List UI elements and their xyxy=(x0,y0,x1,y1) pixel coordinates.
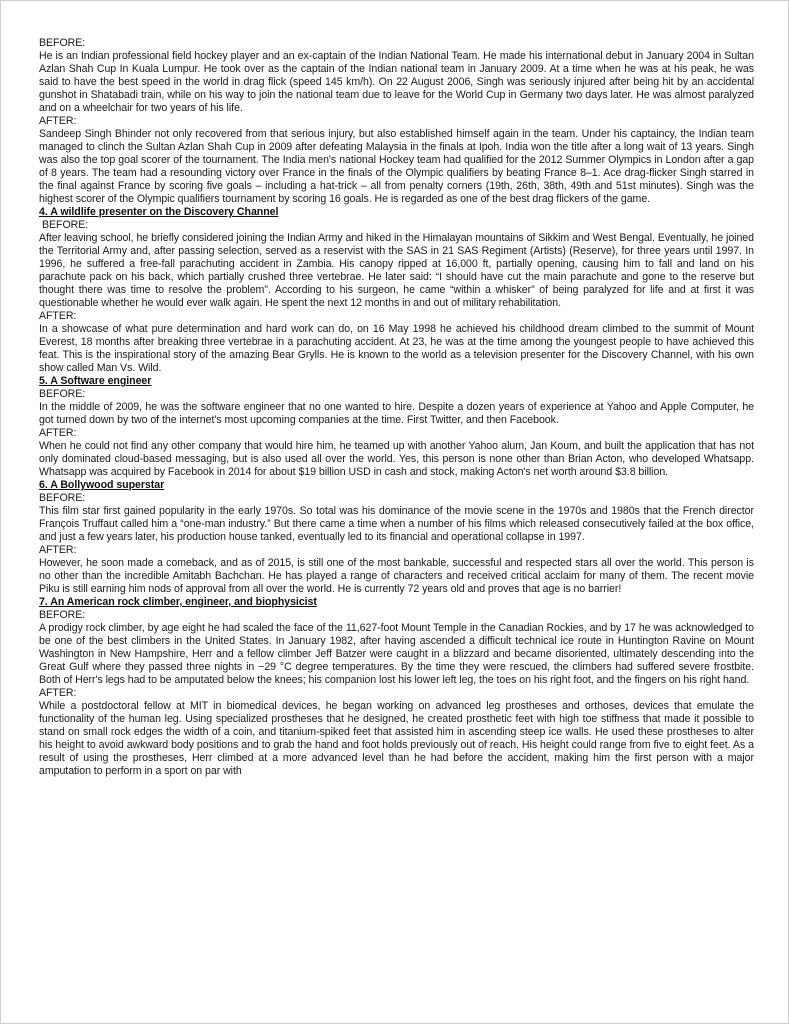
after-label: AFTER: xyxy=(39,310,77,322)
section-heading-5: 5. A Software engineer xyxy=(39,375,152,387)
section-heading-7: 7. An American rock climber, engineer, and biophysicist xyxy=(39,596,317,608)
before-label: BEFORE: xyxy=(39,609,86,621)
before-paragraph: After leaving school, he briefly considered joining the Indian Army and hiked in the Himalayan mountains of Sikkim and West Bengal. Eventually, he joined the Territorial Army and, after passing selection, served as a reservist with the SAS in 21 SAS Regiment (Artists) (Reserve), for three years until 1997. In 1996, he suffered a free-fall parachuting accident in Zambia. His canopy ripped at 16,000 ft, partially opening, causing him to fall and land on his parachute pack on his back, which partially crushed three vertebrae. He later said: “I should have cut the main parachute and gone to the reserve but thought there was time to resolve the problem”. According to his surgeon, he came “within a whisker” of being paralyzed for life and at first it was questionable whether he would ever walk again. He spent the next 12 months in and out of military rehabilitation. xyxy=(39,232,754,309)
after-paragraph: In a showcase of what pure determination and hard work can do, on 16 May 1998 he achieved his childhood dream climbed to the summit of Mount Everest, 18 months after breaking three vertebrae in a parachuting accident. At 23, he was at the time among the youngest people to have achieved this feat. This is the inspirational story of the amazing Bear Grylls. He is known to the world as a television presenter for the Discovery Channel, with his own show called Man Vs. Wild. xyxy=(39,323,754,374)
article-body xyxy=(39,37,754,778)
section-heading-4: 4. A wildlife presenter on the Discovery Channel xyxy=(39,206,279,218)
after-paragraph: While a postdoctoral fellow at MIT in biomedical devices, he began working on advanced leg prostheses and orthoses, devices that emulate the functionality of the human leg. Using specialized prostheses that he designed, he created prosthetic feet with high toe stiffness that made it possible to stand on small rock edges the width of a coin, and titanium-spiked feet that assisted him in ascending steep ice walls. He used these prostheses to alter his height to avoid awkward body positions and to grab the hand and foot holds previously out of reach. His height could range from five to eight feet. As a result of using the prostheses, Herr climbed at a more advanced level than he had before the accident, making him the first person with a major amputation to perform in a sport on par with xyxy=(39,700,754,777)
before-label: BEFORE: xyxy=(39,388,86,400)
before-paragraph: He is an Indian professional field hockey player and an ex-captain of the Indian National Team. He made his international debut in January 2004 in Sultan Azlan Shah Cup In Kuala Lumpur. He took over as the captain of the Indian national team in January 2009. At a time when he was at his peak, he was said to have the best speed in the world in drag flick (speed 145 km/h). On 22 August 2006, Singh was seriously injured after being hit by an accidental gunshot in Shatabadi train, while on his way to join the national team due to leave for the World Cup in Germany two days later. He was almost paralyzed and on a wheelchair for two years of his life. xyxy=(39,50,754,114)
before-paragraph: A prodigy rock climber, by age eight he had scaled the face of the 11,627-foot Mount Temple in the Canadian Rockies, and by 17 he was acknowledged to be one of the best climbers in the United States. In January 1982, after having ascended a difficult technical ice route in Huntington Ravine on Mount Washington in New Hampshire, Herr and a fellow climber Jeff Batzer were caught in a blizzard and became disoriented, ultimately descending into the Great Gulf where they passed three nights in −29 °C degree temperatures. By the time they were rescued, the climbers had suffered severe frostbite. Both of Herr's legs had to be amputated below the knees; his companion lost his lower left leg, the toes on his right foot, and the fingers on his right hand. xyxy=(39,622,754,686)
after-paragraph: However, he soon made a comeback, and as of 2015, is still one of the most bankable, successful and respected stars all over the world. This person is no other than the incredible Amitabh Bachchan. He has played a range of characters and received critical acclaim for many of them. The recent movie Piku is still earning him nods of approval from all over the world. He is currently 72 years old and proves that age is no barrier! xyxy=(39,557,754,595)
after-paragraph: When he could not find any other company that would hire him, he teamed up with another Yahoo alum, Jan Koum, and built the application that has not only dominated cloud-based messaging, but is also used all over the world. Yes, this person is none other than Brian Acton, who developed Whatsapp. Whatsapp was acquired by Facebook in 2014 for about $19 billion USD in cash and stock, making Acton's net worth around $3.8 billion. xyxy=(39,440,754,478)
after-label: AFTER: xyxy=(39,115,77,127)
after-label: AFTER: xyxy=(39,544,77,556)
before-paragraph: In the middle of 2009, he was the software engineer that no one wanted to hire. Despite a dozen years of experience at Yahoo and Apple Computer, he got turned down by two of the internet's most upcoming companies at the time. First Twitter, and then Facebook. xyxy=(39,401,754,426)
before-label: BEFORE: xyxy=(39,37,86,49)
after-label: AFTER: xyxy=(39,427,77,439)
before-label: BEFORE: xyxy=(42,219,89,231)
section-heading-6: 6. A Bollywood superstar xyxy=(39,479,165,491)
before-paragraph: This film star first gained popularity in the early 1970s. So total was his dominance of the movie scene in the 1970s and 1980s that the French director François Truffaut called him a “one-man industry.” But there came a time when a number of his films which released consecutively failed at the box office, and just a few years later, his production house tanked, eventually led to its financial and operational collapse in 1997. xyxy=(39,505,754,543)
before-label: BEFORE: xyxy=(39,492,86,504)
after-label: AFTER: xyxy=(39,687,77,699)
after-paragraph: Sandeep Singh Bhinder not only recovered from that serious injury, but also established himself again in the team. Under his captaincy, the Indian team managed to clinch the Sultan Azlan Shah Cup in 2009 after defeating Malaysia in the finals at Ipoh. India won the title after a long wait of 13 years. Singh was also the top goal scorer of the tournament. The India men's national Hockey team had qualified for the 2012 Summer Olympics in London after a gap of 8 years. The team had a resounding victory over France in the finals of the Olympic qualifiers by beating France 8–1. Ace drag-flicker Singh starred in the final against France by scoring five goals – including a hat-trick – all from penalty corners (19th, 26th, 38th, 49th and 51st minutes). Singh was the highest scorer of the Olympic qualifiers tournament by scoring 16 goals. He is regarded as one of the best drag flickers of the game. xyxy=(39,128,754,205)
